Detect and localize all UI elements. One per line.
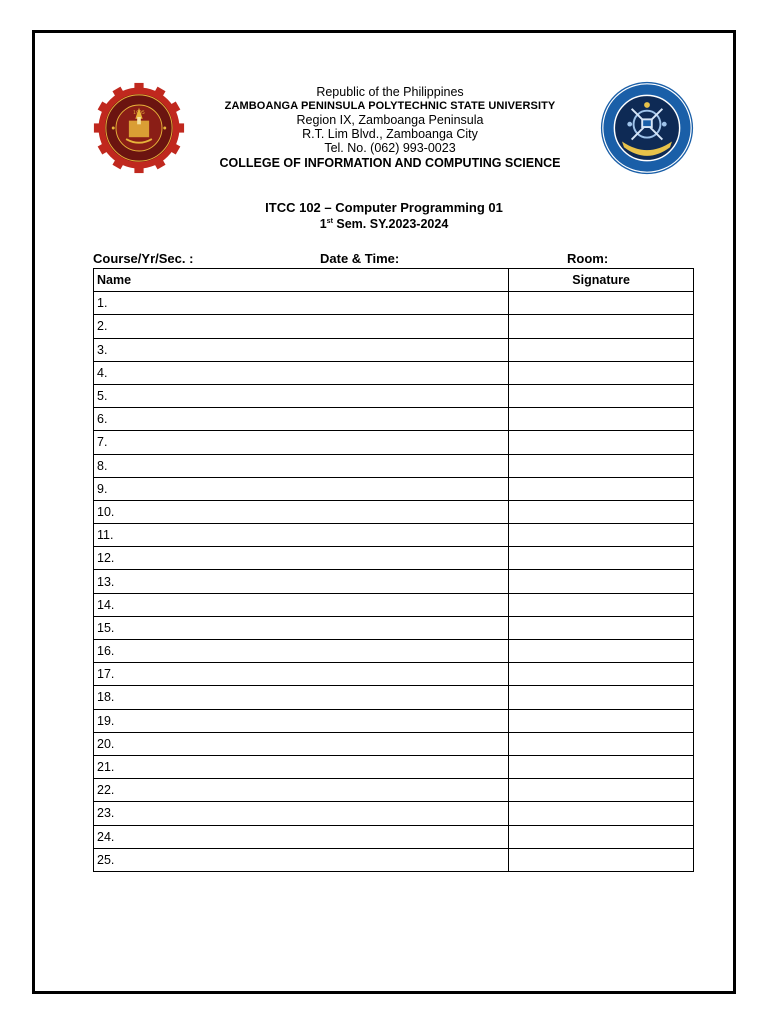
name-cell[interactable]: 20. [94,732,509,755]
course-title: ITCC 102 – Computer Programming 01 [265,200,503,215]
signature-cell[interactable] [509,500,694,523]
table-row [94,593,694,616]
name-cell[interactable]: 2. [94,315,509,338]
signature-column-header: Signature [509,269,694,292]
signature-cell[interactable] [509,408,694,431]
room-label: Room: [567,251,609,266]
session-fields [93,251,693,267]
signature-cell[interactable] [509,848,694,871]
name-cell[interactable]: 11. [94,524,509,547]
table-row [94,825,694,848]
signature-cell[interactable] [509,709,694,732]
name-cell[interactable]: 12. [94,547,509,570]
signature-cell[interactable] [509,802,694,825]
signature-cell[interactable] [509,825,694,848]
table-row [94,338,694,361]
region-line: Region IX, Zamboanga Peninsula [296,113,484,127]
signature-cell[interactable] [509,547,694,570]
college-name: COLLEGE OF INFORMATION AND COMPUTING SCIENCE [219,156,561,170]
signature-cell[interactable] [509,315,694,338]
svg-text:1905: 1905 [133,111,145,117]
name-cell[interactable]: 17. [94,663,509,686]
name-cell[interactable]: 24. [94,825,509,848]
semester-number: 1 [319,217,327,231]
university-name: ZAMBOANGA PENINSULA POLYTECHNIC STATE UNIVERSITY [224,100,556,112]
signature-cell[interactable] [509,338,694,361]
semester-suffix: st [326,218,333,225]
table-row [94,640,694,663]
signature-cell[interactable] [509,663,694,686]
table-row [94,315,694,338]
table-row [94,500,694,523]
signature-cell[interactable] [509,384,694,407]
attendance-rows [94,292,694,872]
signature-cell[interactable] [509,732,694,755]
republic-line: Republic of the Philippines [316,85,464,99]
name-cell[interactable]: 9. [94,477,509,500]
address-line: R.T. Lim Blvd., Zamboanga City [302,127,478,141]
table-row [94,431,694,454]
telephone-line: Tel. No. (062) 993-0023 [324,141,456,155]
table-row [94,524,694,547]
signature-cell[interactable] [509,616,694,639]
name-cell[interactable]: 7. [94,431,509,454]
name-column-header: Name [94,269,509,292]
table-row [94,547,694,570]
name-cell[interactable]: 1. [94,292,509,315]
signature-cell[interactable] [509,593,694,616]
name-cell[interactable]: 23. [94,802,509,825]
table-row [94,663,694,686]
name-cell[interactable]: 10. [94,500,509,523]
name-cell[interactable]: 14. [94,593,509,616]
course-heading [0,200,768,232]
signature-cell[interactable] [509,570,694,593]
table-row [94,570,694,593]
table-row [94,709,694,732]
table-row [94,732,694,755]
signature-cell[interactable] [509,361,694,384]
name-cell[interactable]: 3. [94,338,509,361]
signature-cell[interactable] [509,431,694,454]
table-row [94,384,694,407]
table-row [94,292,694,315]
name-cell[interactable]: 15. [94,616,509,639]
name-cell[interactable]: 8. [94,454,509,477]
table-row [94,802,694,825]
letterhead [90,82,700,182]
name-cell[interactable]: 21. [94,755,509,778]
signature-cell[interactable] [509,755,694,778]
table-row [94,361,694,384]
semester-year: Sem. SY.2023-2024 [332,217,449,231]
name-cell[interactable]: 5. [94,384,509,407]
table-row [94,408,694,431]
name-cell[interactable]: 19. [94,709,509,732]
name-cell[interactable]: 25. [94,848,509,871]
course-section-label: Course/Yr/Sec. : [93,251,194,266]
signature-cell[interactable] [509,454,694,477]
table-row [94,454,694,477]
table-row [94,848,694,871]
signature-cell[interactable] [509,477,694,500]
date-time-label: Date & Time: [320,251,400,266]
name-cell[interactable]: 6. [94,408,509,431]
table-row [94,755,694,778]
signature-cell[interactable] [509,779,694,802]
attendance-table [93,268,694,872]
name-cell[interactable]: 16. [94,640,509,663]
signature-cell[interactable] [509,640,694,663]
college-seal-icon [596,80,698,176]
signature-cell[interactable] [509,292,694,315]
semester-line [0,216,768,232]
name-cell[interactable]: 13. [94,570,509,593]
table-row [94,616,694,639]
table-row [94,779,694,802]
signature-cell[interactable] [509,524,694,547]
name-cell[interactable]: 4. [94,361,509,384]
table-row [94,477,694,500]
table-row [94,686,694,709]
name-cell[interactable]: 22. [94,779,509,802]
signature-cell[interactable] [509,686,694,709]
table-header-row [94,269,694,292]
name-cell[interactable]: 18. [94,686,509,709]
